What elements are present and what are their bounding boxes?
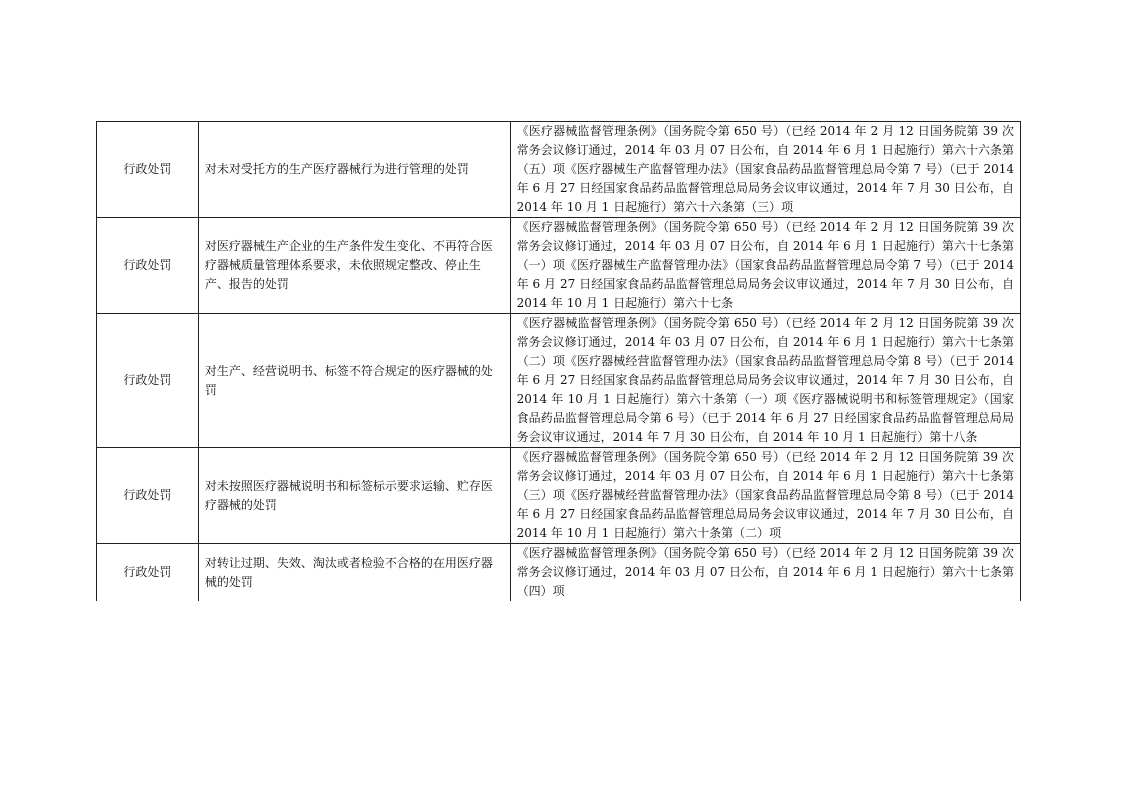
legal-basis-cell: 《医疗器械监督管理条例》（国务院令第 650 号）（已经 2014 年 2 月 12 日国务院第 39 次常务会议修订通过，2014 年 03 月 07 日公布，自 2014 年 6 月 1 日起施行）第六十七条第（三）项《医疗器械经营监督管理办法》（国家食品药品监督管理总局令第 8 号）（已于 2014 年 6 月 27 日经国家食品药品监督管理总局局务会议审议通过，2014 年 7 月 30 日公布，自 2014 年 10 月 1 日起施行）第六十条第（二）项	[510, 448, 1020, 544]
penalty-type-cell: 行政处罚	[97, 218, 199, 314]
table-row	[97, 544, 1021, 602]
penalty-type-cell: 行政处罚	[97, 122, 199, 218]
penalty-type-cell: 行政处罚	[97, 544, 199, 602]
table-row	[97, 218, 1021, 314]
penalty-type-cell: 行政处罚	[97, 314, 199, 448]
penalty-item-cell: 对生产、经营说明书、标签不符合规定的医疗器械的处罚	[198, 314, 510, 448]
penalty-item-cell: 对医疗器械生产企业的生产条件发生变化、不再符合医疗器械质量管理体系要求，未依照规定整改、停止生产、报告的处罚	[198, 218, 510, 314]
penalty-item-cell: 对未按照医疗器械说明书和标签标示要求运输、贮存医疗器械的处罚	[198, 448, 510, 544]
penalty-item-cell: 对转让过期、失效、淘汰或者检验不合格的在用医疗器械的处罚	[198, 544, 510, 602]
table-row	[97, 448, 1021, 544]
penalty-type-cell: 行政处罚	[97, 448, 199, 544]
penalty-item-cell: 对未对受托方的生产医疗器械行为进行管理的处罚	[198, 122, 510, 218]
legal-basis-cell: 《医疗器械监督管理条例》（国务院令第 650 号）（已经 2014 年 2 月 12 日国务院第 39 次常务会议修订通过，2014 年 03 月 07 日公布，自 2014 年 6 月 1 日起施行）第六十六条第（五）项《医疗器械生产监督管理办法》（国家食品药品监督管理总局令第 7 号）（已于 2014 年 6 月 27 日经国家食品药品监督管理总局局务会议审议通过，2014 年 7 月 30 日公布，自 2014 年 10 月 1 日起施行）第六十六条第（三）项	[510, 122, 1020, 218]
legal-basis-cell: 《医疗器械监督管理条例》（国务院令第 650 号）（已经 2014 年 2 月 12 日国务院第 39 次常务会议修订通过，2014 年 03 月 07 日公布，自 2014 年 6 月 1 日起施行）第六十七条第（一）项《医疗器械生产监督管理办法》（国家食品药品监督管理总局令第 7 号）（已于 2014 年 6 月 27 日经国家食品药品监督管理总局局务会议审议通过，2014 年 7 月 30 日公布，自 2014 年 10 月 1 日起施行）第六十七条	[510, 218, 1020, 314]
legal-basis-cell: 《医疗器械监督管理条例》（国务院令第 650 号）（已经 2014 年 2 月 12 日国务院第 39 次常务会议修订通过，2014 年 03 月 07 日公布，自 2014 年 6 月 1 日起施行）第六十七条第（四）项	[510, 544, 1020, 602]
table-row	[97, 314, 1021, 448]
legal-basis-cell: 《医疗器械监督管理条例》（国务院令第 650 号）（已经 2014 年 2 月 12 日国务院第 39 次常务会议修订通过，2014 年 03 月 07 日公布，自 2014 年 6 月 1 日起施行）第六十七条第（二）项《医疗器械经营监督管理办法》（国家食品药品监督管理总局令第 8 号）（已于 2014 年 6 月 27 日经国家食品药品监督管理总局局务会议审议通过，2014 年 7 月 30 日公布，自 2014 年 10 月 1 日起施行）第六十条第（一）项《医疗器械说明书和标签管理规定》（国家食品药品监督管理总局令第 6 号）（已于 2014 年 6 月 27 日经国家食品药品监督管理总局局务会议审议通过，2014 年 7 月 30 日公布，自 2014 年 10 月 1 日起施行）第十八条	[510, 314, 1020, 448]
penalty-table	[96, 121, 1021, 601]
table-row	[97, 122, 1021, 218]
